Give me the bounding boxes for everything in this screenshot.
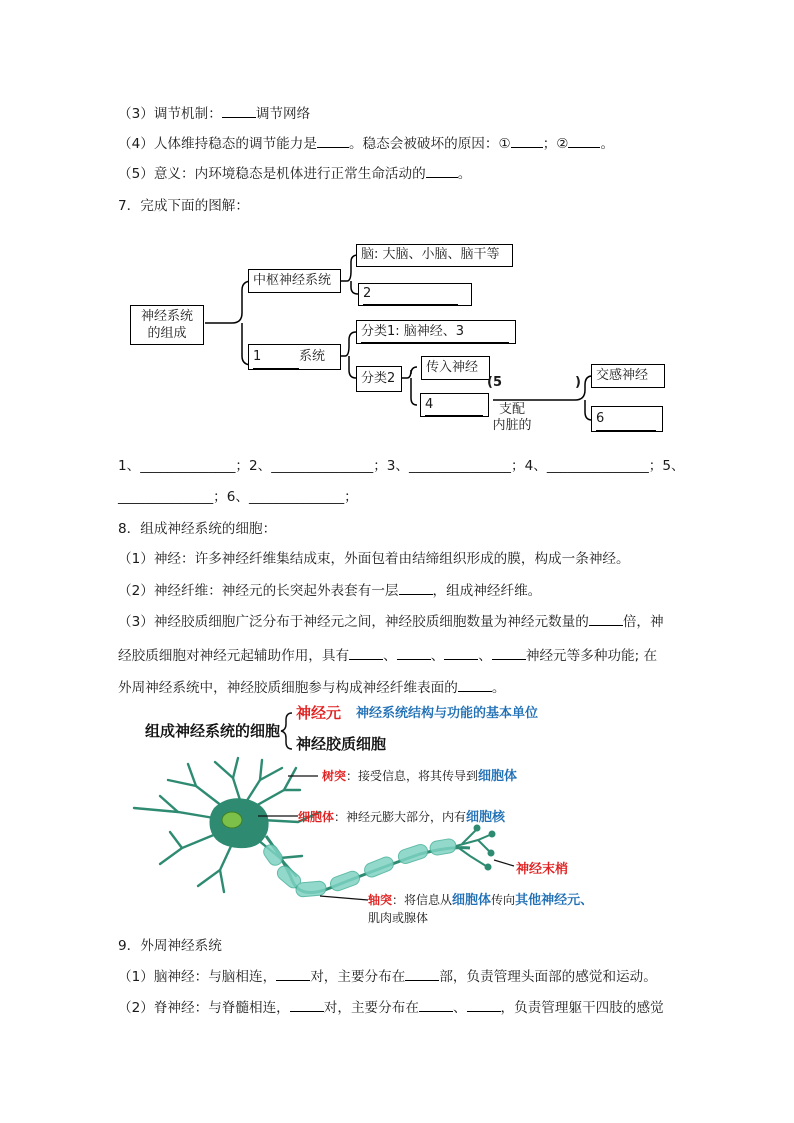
blank[interactable] bbox=[467, 997, 501, 1012]
q8-title: 8．组成神经系统的细胞： bbox=[118, 521, 277, 537]
neuron-label: 神经元 bbox=[296, 704, 342, 722]
q9-item2d: ，负责管理躯干四肢的感觉 bbox=[500, 1000, 664, 1016]
neuron-desc: 神经系统结构与功能的基本单位 bbox=[356, 706, 539, 721]
nucleus bbox=[222, 812, 242, 828]
q9-item2b: 对，主要分布在 bbox=[323, 1000, 419, 1016]
q9-item1a: （1）脑神经：与脑相连， bbox=[118, 969, 277, 985]
dendrite-label: 树突 bbox=[322, 769, 347, 783]
afferent-label: 传入神经 bbox=[426, 360, 479, 375]
q6-item3-tail: 调节网络 bbox=[255, 106, 311, 122]
q8-item3c: 经胶质细胞对神经元起辅助作用，具有 bbox=[118, 648, 350, 664]
figure-heading: 组成神经系统的细胞 bbox=[145, 722, 281, 740]
blank[interactable] bbox=[405, 966, 439, 981]
q9-item2 bbox=[118, 997, 664, 1018]
sympathetic-label: 交感神经 bbox=[596, 368, 649, 383]
soma-annotation bbox=[298, 809, 506, 825]
peripheral-suffix: 系统 bbox=[299, 349, 326, 364]
q6-item4-end: 。 bbox=[600, 136, 615, 152]
terminal-label: 神经末梢 bbox=[516, 862, 569, 877]
blank[interactable] bbox=[290, 997, 324, 1012]
q7-answers-2[interactable]: ______________；6、______________； bbox=[118, 489, 358, 505]
axon-desc2: 传向 bbox=[491, 893, 516, 907]
q7-title: 7．完成下面的图解： bbox=[118, 198, 249, 214]
close-paren: ) bbox=[575, 375, 581, 390]
q6-item5-end: 。 bbox=[457, 166, 472, 182]
q6-item4-text: （4）人体维持稳态的调节能力是 bbox=[118, 136, 317, 152]
axon-desc1: ：将信息从 bbox=[392, 893, 453, 907]
axon-annotation bbox=[368, 892, 593, 908]
axon-to: 其他神经元、 bbox=[515, 893, 594, 908]
q9-item1b: 对，主要分布在 bbox=[310, 969, 406, 985]
q8-item2a: （2）神经纤维：神经元的长突起外表套有一层 bbox=[118, 583, 399, 599]
q6-item4-mid: 。稳态会被破坏的原因： bbox=[348, 136, 499, 152]
q6-item4-c2: ② bbox=[556, 136, 569, 152]
blank-5[interactable]: (5 bbox=[487, 375, 502, 390]
axon-from: 细胞体 bbox=[452, 893, 492, 908]
q8-item3a: （3）神经胶质细胞广泛分布于神经元之间，神经胶质细胞数量为神经元数量的 bbox=[118, 614, 589, 630]
q6-item4-c1: ① bbox=[498, 136, 511, 152]
q8-item3g: 。 bbox=[491, 680, 506, 696]
q9-title: 9．外周神经系统 bbox=[118, 938, 222, 954]
dendrite-annotation bbox=[322, 768, 517, 784]
axon-line2: 肌肉或腺体 bbox=[368, 911, 429, 925]
q7-answers-1[interactable]: 1、______________；2、_______________；3、_______________；4、_______________；5、 bbox=[118, 458, 685, 474]
blank-1[interactable]: 1 bbox=[253, 345, 299, 369]
soma-target: 细胞核 bbox=[466, 810, 506, 825]
dendrite-desc: ：接受信息，将其传导到 bbox=[346, 769, 479, 783]
blank-2[interactable]: 2 bbox=[363, 284, 458, 305]
sep: 、 bbox=[478, 648, 492, 664]
brain-label: 脑: 大脑、小脑、脑干等 bbox=[361, 247, 500, 262]
q6-item4-sep: ； bbox=[542, 136, 557, 152]
q6-item5-text: （5）意义：内环境稳态是机体进行正常生命活动的 bbox=[118, 166, 426, 182]
q9-item2a: （2）脊神经：与脊髓相连， bbox=[118, 1000, 290, 1016]
sep: 、 bbox=[452, 1000, 467, 1016]
q8-item3f: 外周神经系统中，神经胶质细胞参与构成神经纤维表面的 bbox=[118, 680, 458, 696]
sep: 、 bbox=[430, 648, 445, 664]
class1-label: 分类1: 脑神经、3 bbox=[361, 321, 509, 343]
blank-4[interactable]: 4 bbox=[425, 394, 483, 416]
soma-label: 细胞体 bbox=[298, 810, 335, 824]
q6-item3-text: （3）调节机制： bbox=[118, 106, 222, 122]
glia-label: 神经胶质细胞 bbox=[296, 735, 387, 753]
myelin-sheath bbox=[261, 838, 457, 897]
q8-item3e: 神经元等多种功能; 在 bbox=[525, 648, 658, 664]
q8-item2b: ，组成神经纤维。 bbox=[432, 583, 542, 599]
axon-label: 轴突 bbox=[368, 893, 393, 907]
q8-item1: （1）神经：许多神经纤维集结成束，外面包着由结缔组织形成的膜，构成一条神经。 bbox=[118, 551, 630, 567]
class2-label: 分类2 bbox=[361, 371, 396, 386]
dendrite-target: 细胞体 bbox=[478, 769, 518, 784]
central-label: 中枢神经系统 bbox=[253, 273, 332, 288]
q9-item1 bbox=[118, 966, 657, 987]
q9-item1c: 部，负责管理头面部的感觉和运动。 bbox=[439, 969, 657, 985]
visceral-label: 支配 内脏的 bbox=[492, 402, 532, 433]
sep: 、 bbox=[383, 648, 397, 664]
blank[interactable] bbox=[276, 966, 310, 981]
soma-desc: ：神经元膨大部分，内有 bbox=[334, 810, 467, 824]
root-label: 神经系统 的组成 bbox=[140, 309, 193, 341]
blank[interactable] bbox=[419, 997, 453, 1012]
blank-6[interactable]: 6 bbox=[596, 407, 656, 431]
figure-bracket bbox=[281, 713, 292, 749]
q8-item3b: 倍，神 bbox=[622, 614, 664, 630]
